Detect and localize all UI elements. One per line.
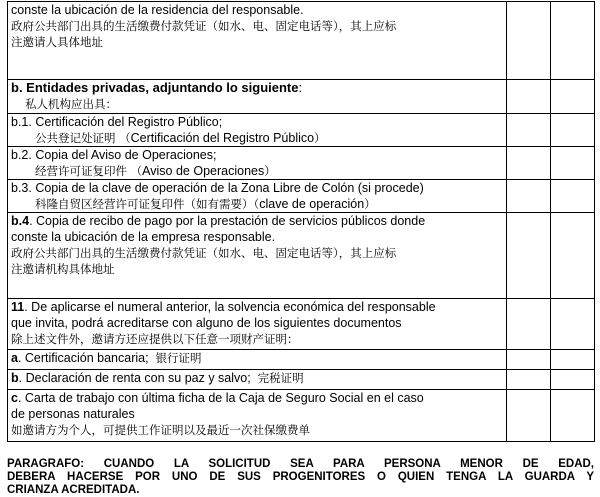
requirement-text-zh: 完税证明 bbox=[257, 371, 304, 385]
section-heading-zh: 私人机构应出具： bbox=[25, 97, 117, 111]
requirement-number: b.4 bbox=[11, 214, 30, 228]
requirement-letter: c bbox=[11, 391, 18, 405]
requirement-text-zh: 政府公共部门出具的生活缴费付款凭证（如水、电、固定电话等），其上应标 bbox=[11, 246, 397, 260]
table-row bbox=[8, 350, 595, 370]
requirement-cell bbox=[8, 390, 507, 442]
requirement-text-zh: 除上述文件外，邀请方还应提供以下任意一项财产证明： bbox=[11, 332, 299, 346]
check-cell[interactable] bbox=[551, 390, 595, 442]
requirement-text-zh: 注邀请人具体地址 bbox=[11, 35, 103, 49]
requirement-paren-es: Certificación del Registro Público bbox=[130, 131, 315, 145]
requirement-text-zh: 经营许可证复印件 （ bbox=[35, 164, 143, 178]
paragraph-note-line: PARAGRAFO: CUANDO LA SOLICITUD SEA PARA PERSONA MENOR DE EDAD, bbox=[7, 458, 594, 470]
requirement-cell bbox=[8, 299, 507, 350]
check-cell[interactable] bbox=[507, 350, 551, 370]
requirement-text-es: conste la ubicación de la residencia del responsable. bbox=[11, 3, 304, 17]
check-cell[interactable] bbox=[551, 114, 595, 147]
check-cell[interactable] bbox=[507, 180, 551, 213]
requirement-text-es: . Certificación bancaria; bbox=[17, 351, 149, 365]
check-cell[interactable] bbox=[551, 80, 595, 114]
requirement-text-zh: 公共登记处证明 （ bbox=[35, 131, 131, 145]
table-row bbox=[8, 147, 595, 180]
check-cell[interactable] bbox=[507, 2, 551, 80]
requirement-cell bbox=[8, 2, 507, 80]
section-heading-cell: b. Entidades privadas, adjuntando lo siguiente: 私人机构应出具： bbox=[8, 80, 507, 114]
check-cell[interactable] bbox=[507, 114, 551, 147]
requirement-number: 11 bbox=[11, 300, 25, 314]
check-cell[interactable] bbox=[507, 80, 551, 114]
requirement-text-es: que invita, podrá acreditarse con alguno de los siguientes documentos bbox=[11, 316, 402, 330]
check-cell[interactable] bbox=[507, 213, 551, 299]
requirement-cell bbox=[8, 350, 507, 370]
requirement-text-es: de personas naturales bbox=[11, 407, 135, 421]
check-cell[interactable] bbox=[507, 370, 551, 390]
requirement-text-es: . Copia de recibo de pago por la prestación de servicios públicos donde bbox=[29, 214, 426, 228]
check-cell[interactable] bbox=[551, 350, 595, 370]
check-cell[interactable] bbox=[507, 390, 551, 442]
table-row bbox=[8, 80, 595, 114]
requirement-cell: b.2. Copia del Aviso de Operaciones; 经营许可证复印件 （Aviso de Operaciones） bbox=[8, 147, 507, 180]
paragraph-note-line: DEBERA HACERSE POR UNO DE SUS PROGENITORES O QUIEN TENGA LA GUARDA Y bbox=[7, 471, 594, 483]
check-cell[interactable] bbox=[551, 2, 595, 80]
check-cell[interactable] bbox=[551, 213, 595, 299]
requirement-text-es: . De aplicarse el numeral anterior, la solvencia económica del responsable bbox=[24, 300, 436, 314]
requirement-paren-es: clave de operación bbox=[259, 197, 365, 211]
section-heading: b. Entidades privadas, adjuntando lo siguiente bbox=[11, 80, 299, 95]
check-cell[interactable] bbox=[507, 299, 551, 350]
table-row bbox=[8, 390, 595, 442]
requirement-cell: b.1. Certificación del Registro Público; 公共登记处证明 （Certificación del Registro Público） bbox=[8, 114, 507, 147]
requirements-table bbox=[7, 1, 595, 442]
requirement-text-zh: 注邀请机构具体地址 bbox=[11, 262, 115, 276]
requirement-letter: b bbox=[11, 371, 19, 385]
requirement-text-es: . Declaración de renta con su paz y salvo; bbox=[18, 371, 251, 385]
table-row bbox=[8, 299, 595, 350]
requirement-cell: b.3. Copia de la clave de operación de la Zona Libre de Colón (si procede) 科隆自贸区经营许可证复印件（如有需要）（clave de operación） bbox=[8, 180, 507, 213]
check-cell[interactable] bbox=[507, 147, 551, 180]
requirement-text-zh: 如邀请方为个人，可提供工作证明以及最近一次社保缴费单 bbox=[11, 423, 310, 437]
table-row bbox=[8, 370, 595, 390]
requirement-cell bbox=[8, 370, 507, 390]
table-row bbox=[8, 180, 595, 213]
requirement-text-zh: 银行证明 bbox=[155, 351, 202, 365]
requirement-text-es: b.1. Certificación del Registro Público; bbox=[11, 115, 223, 129]
requirement-text-es: b.2. Copia del Aviso de Operaciones; bbox=[11, 148, 217, 162]
requirement-paren-es: Aviso de Operaciones bbox=[142, 164, 265, 178]
table-row bbox=[8, 213, 595, 299]
requirement-text-zh: 科隆自贸区经营许可证复印件（如有需要）（ bbox=[35, 197, 260, 211]
requirement-text-es: . Carta de trabajo con última ficha de la Caja de Seguro Social en el caso bbox=[17, 391, 424, 405]
check-cell[interactable] bbox=[551, 147, 595, 180]
paragraph-note-line: CRIANZA ACREDITADA. bbox=[7, 484, 140, 496]
check-cell[interactable] bbox=[551, 370, 595, 390]
check-cell[interactable] bbox=[551, 299, 595, 350]
requirement-text-es: b.3. Copia de la clave de operación de la Zona Libre de Colón (si procede) bbox=[11, 181, 424, 195]
requirement-text-zh: 政府公共部门出具的生活缴费付款凭证（如水、电、固定电话等），其上应标 bbox=[11, 19, 397, 33]
paragraph-note bbox=[7, 458, 594, 497]
check-cell[interactable] bbox=[551, 180, 595, 213]
requirement-cell bbox=[8, 213, 507, 299]
requirement-text-es: conste la ubicación de la empresa responsable. bbox=[11, 230, 276, 244]
table-row bbox=[8, 114, 595, 147]
requirement-letter: a bbox=[11, 351, 18, 365]
table-row bbox=[8, 2, 595, 80]
